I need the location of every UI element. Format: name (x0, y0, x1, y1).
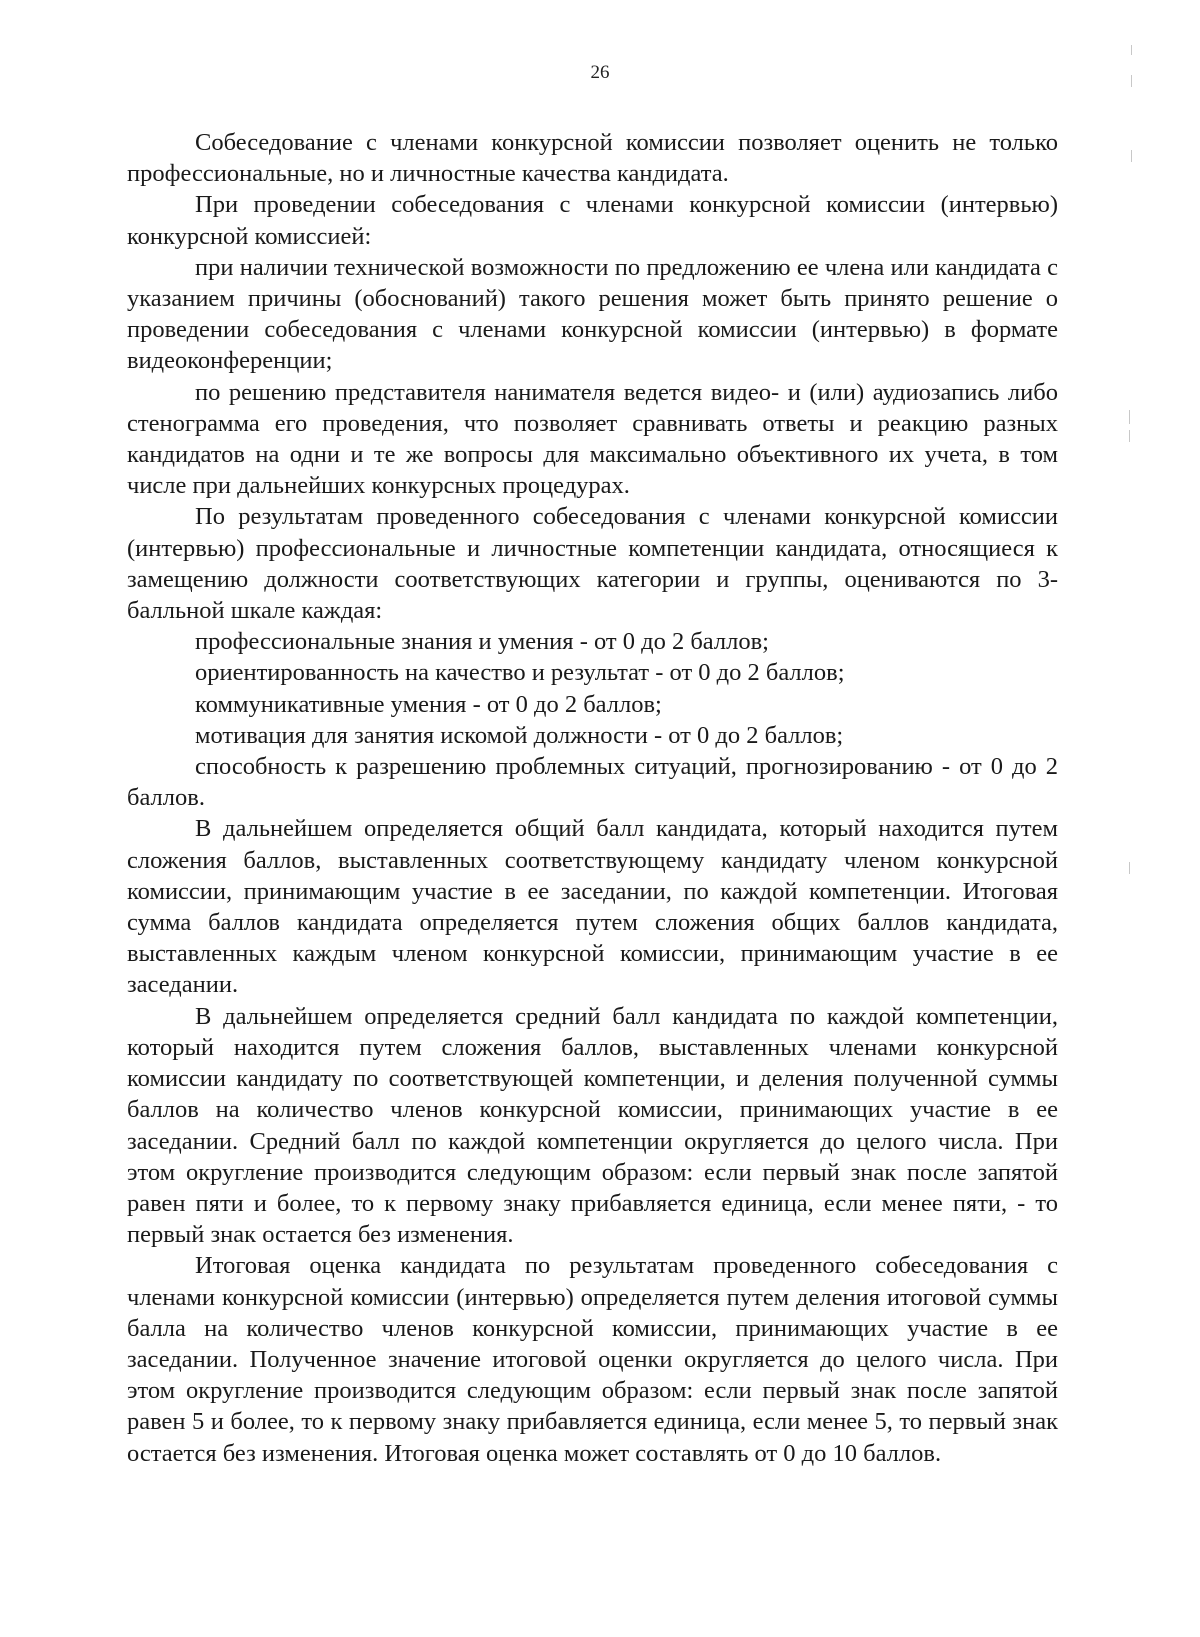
paragraph: по решению представителя нанимателя ведется видео- и (или) аудиозапись либо стенограмма его проведения, что позволяет сравнивать ответы и реакцию разных кандидатов на одни и те же вопросы для максимально объективного их учета, в том числе при дальнейших конкурсных процедурах. (127, 378, 1058, 500)
paragraph: Собеседование с членами конкурсной комиссии позволяет оценить не только профессиональные, но и личностные качества кандидата. (127, 129, 1058, 188)
scan-artifact (1129, 430, 1130, 442)
paragraph: В дальнейшем определяется средний балл кандидата по каждой компетенции, который находится путем сложения баллов, выставленных членами конкурсной комиссии кандидату по соответствующей компетенции, и деления полученной суммы баллов на количество членов конкурсной комиссии, принимающих участие в ее заседании. Средний балл по каждой компетенции округляется до целого числа. При этом округление производится следующим образом: если первый знак после запятой равен пяти и более, то к первому знаку прибавляется единица, если менее пяти, - то первый знак остается без изменения. (127, 1002, 1058, 1249)
scan-artifact (1131, 45, 1132, 55)
list-item: профессиональные знания и умения - от 0 до 2 баллов; (195, 628, 769, 656)
paragraph: В дальнейшем определяется общий балл кандидата, который находится путем сложения баллов, выставленных соответствующему кандидату членом конкурсной комиссии, принимающим участие в ее заседании, по каждой компетенции. Итоговая сумма баллов кандидата определяется путем сложения общих баллов кандидата, выставленных каждым членом конкурсной комиссии, принимающим участие в ее заседании. (127, 815, 1058, 999)
scan-artifact (1131, 150, 1132, 162)
list-item: способность к разрешению проблемных ситуаций, прогнозированию - от 0 до 2 баллов. (127, 753, 1058, 812)
scan-artifact (1131, 75, 1132, 87)
paragraph: По результатам проведенного собеседования с членами конкурсной комиссии (интервью) профессиональные и личностные компетенции кандидата, относящиеся к замещению должности соответствующих категории и группы, оцениваются по 3-балльной шкале каждая: (127, 503, 1058, 625)
scan-artifact (1129, 862, 1130, 874)
list-item: ориентированность на качество и результат - от 0 до 2 баллов; (195, 659, 845, 687)
page-number: 26 (590, 62, 610, 83)
scan-artifact (1129, 410, 1130, 424)
document-body (127, 127, 1058, 1469)
paragraph: при наличии технической возможности по предложению ее члена или кандидата с указанием причины (обоснований) такого решения может быть принято решение о проведении собеседования с членами конкурсной комиссии (интервью) в формате видеоконференции; (127, 253, 1058, 375)
list-item: коммуникативные умения - от 0 до 2 баллов; (195, 690, 662, 718)
paragraph: При проведении собеседования с членами конкурсной комиссии (интервью) конкурсной комиссией: (127, 191, 1058, 250)
paragraph: Итоговая оценка кандидата по результатам проведенного собеседования с членами конкурсной комиссии (интервью) определяется путем деления итоговой суммы балла на количество членов конкурсной комиссии, принимающих участие в ее заседании. Полученное значение итоговой оценки округляется до целого числа. При этом округление производится следующим образом: если первый знак после запятой равен 5 и более, то к первому знаку прибавляется единица, если менее 5, то первый знак остается без изменения. Итоговая оценка может составлять от 0 до 10 баллов. (127, 1252, 1058, 1467)
list-item: мотивация для занятия искомой должности - от 0 до 2 баллов; (195, 721, 844, 749)
